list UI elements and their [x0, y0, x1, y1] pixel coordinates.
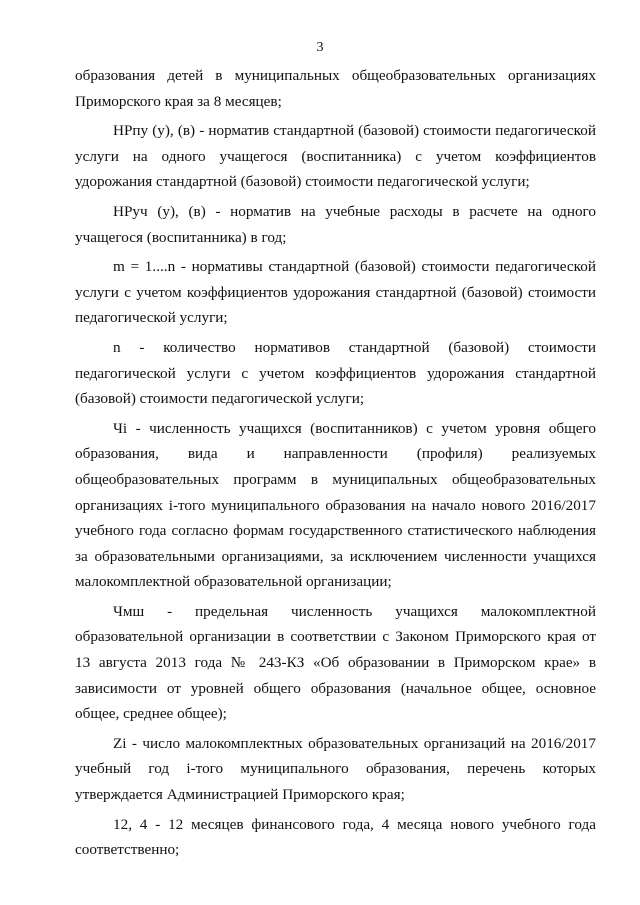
text-line: Чмш - предельная численность учащихся малокомплектной — [113, 602, 596, 620]
text-line: учебного года согласно формам государственного статистического наблюдения — [75, 522, 596, 540]
text-line: НРпу (у), (в) - норматив стандартной (базовой) стоимости педагогической — [113, 122, 596, 140]
paragraph-6 — [75, 416, 596, 595]
text-line: услуги с учетом коэффициентов удорожания стандартной (базовой) стоимости — [75, 283, 596, 301]
text-line: малокомплектной образовательной организации; — [75, 573, 392, 591]
text-line: учебный год i-того муниципального образования, перечень которых — [75, 760, 596, 778]
text-line: n - количество нормативов стандартной (базовой) стоимости — [113, 338, 596, 356]
paragraph-8 — [75, 731, 596, 808]
text-line: удорожания стандартной (базовой) стоимости педагогической услуги; — [75, 173, 530, 191]
text-line: 12, 4 - 12 месяцев финансового года, 4 месяца нового учебного года — [113, 815, 596, 833]
text-line: педагогической услуги; — [75, 309, 228, 327]
text-line: Приморского края за 8 месяцев; — [75, 92, 282, 110]
paragraph-9 — [75, 812, 596, 863]
document-body — [75, 63, 596, 863]
paragraph-7 — [75, 599, 596, 727]
text-line: услуги на одного учащегося (воспитанника) с учетом коэффициентов — [75, 147, 596, 165]
text-line: организациях i-того муниципального образования на начало нового 2016/2017 — [75, 496, 596, 514]
text-line: общеобразовательных программ в муниципальных общеобразовательных — [75, 470, 596, 488]
text-line: Zi - число малокомплектных образовательных организаций на 2016/2017 — [113, 734, 596, 752]
paragraph-1 — [75, 63, 596, 114]
page-number: 3 — [316, 40, 324, 55]
text-line: m = 1....n - нормативы стандартной (базовой) стоимости педагогической — [113, 258, 596, 276]
paragraph-3 — [75, 199, 596, 250]
text-line: утверждается Администрацией Приморского края; — [75, 786, 405, 804]
text-line: педагогической услуги с учетом коэффициентов удорожания стандартной — [75, 364, 596, 382]
text-line: общее, среднее общее); — [75, 705, 227, 723]
paragraph-4 — [75, 254, 596, 331]
text-line: образовательной организации в соответствии с Законом Приморского края от — [75, 628, 596, 646]
text-line: соответственно; — [75, 841, 180, 859]
text-line: учащегося (воспитанника) в год; — [75, 228, 287, 246]
text-line: Чi - численность учащихся (воспитанников) с учетом уровня общего — [113, 419, 596, 437]
paragraph-5 — [75, 335, 596, 412]
text-line: за образовательными организациями, за исключением численности учащихся — [75, 547, 596, 565]
text-line: НРуч (у), (в) - норматив на учебные расходы в расчете на одного — [113, 202, 596, 220]
paragraph-2 — [75, 118, 596, 195]
text-line: 13 августа 2013 года № 243-КЗ «Об образовании в Приморском крае» в — [75, 654, 596, 672]
text-line: зависимости от уровней общего образования (начальное общее, основное — [75, 679, 596, 697]
text-line: (базовой) стоимости педагогической услуги; — [75, 390, 365, 408]
text-line: образования, вида и направленности (профиля) реализуемых — [75, 445, 596, 463]
text-line: образования детей в муниципальных общеобразовательных организациях — [75, 67, 596, 84]
